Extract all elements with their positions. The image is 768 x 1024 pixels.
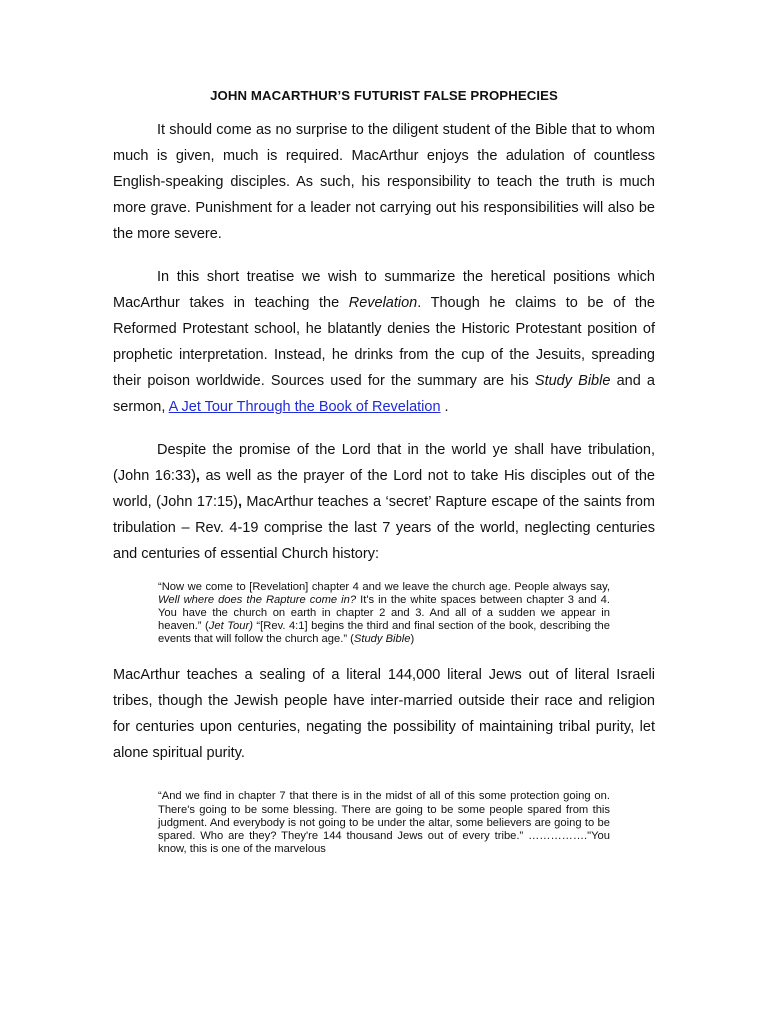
paragraph-3 <box>113 437 655 567</box>
quote-1-text-d: ) <box>410 633 415 646</box>
bold-comma: , <box>237 494 242 510</box>
block-quote-1 <box>113 581 655 646</box>
quote-1-italic-study-bible: Study Bible <box>353 633 411 646</box>
page-title: JOHN MACARTHUR’S FUTURIST FALSE PROPHECIES <box>210 88 558 103</box>
paragraph-4-text: MacArthur teaches a sealing of a literal 144,000 literal Jews out of literal Israeli tribes, though the Jewish people have inter-married outside their race and religion for centuries upon centuries, negating the possibility of maintaining tribal purity, let alone spiritual purity. <box>113 667 655 762</box>
quote-1-text-b: It's in the white spaces between chapter 3 and 4. You have the church on earth in chapter 2 and 3. And all of a sudden we appear in heaven.” ( <box>158 594 611 633</box>
paragraph-1-text: It should come as no surprise to the diligent student of the Bible that to whom much is given, much is required. MacArthur enjoys the adulation of countless English-speaking disciples. As such, his responsibility to teach the truth is much more grave. Punishment for a leader not carrying out his responsibilities will also be the more severe. <box>113 122 655 242</box>
paragraph-3-text-c: MacArthur teaches a ‘secret’ Rapture escape of the saints from tribulation – Rev. 4-19 comprise the last 7 years of the world, neglecting centuries and centuries of essential Church history: <box>113 494 655 562</box>
paragraph-2-text-c: and a sermon, <box>113 373 655 415</box>
paragraph-1 <box>113 117 655 247</box>
quote-1-italic-question: Well where does the Rapture come in? <box>158 594 357 607</box>
revelation-title: Revelation <box>348 295 418 311</box>
paragraph-2-text-b: . Though he claims to be of the Reformed Protestant school, he blatantly denies the Historic Protestant position of prophetic interpretation. Instead, he drinks from the cup of the Jesuits, spreading their poison worldwide. Sources used for the summary are his <box>113 295 655 389</box>
quote-2-text: “And we find in chapter 7 that there is in the midst of all of this some protection going on. There's going to be some blessing. There are going to be some people spared from this judgment. And everybody is not going to be under the altar, some believers are going to be spared. Who are they? They're 144 thousand Jews out of every tribe.” ……………."You know, this is one of the marvelous <box>158 790 610 855</box>
study-bible-title: Study Bible <box>534 373 611 389</box>
paragraph-3-text-b: as well as the prayer of the Lord not to take His disciples out of the world, (John 17:15) <box>113 468 655 510</box>
paragraph-2 <box>113 264 655 420</box>
jet-tour-link[interactable]: A Jet Tour Through the Book of Revelation <box>168 399 441 415</box>
quote-1-italic-source: Jet Tour) <box>208 620 253 633</box>
quote-1-text-c: “[Rev. 4:1] begins the third and final section of the book, describing the events that will follow the church age.” ( <box>158 620 610 646</box>
paragraph-2-text-a: In this short treatise we wish to summarize the heretical positions which MacArthur takes in teaching the <box>113 269 655 311</box>
bold-comma: , <box>195 468 200 484</box>
block-quote-2 <box>113 790 655 855</box>
paragraph-4 <box>113 662 655 766</box>
paragraph-2-text-d: . <box>440 399 449 415</box>
paragraph-3-text-a: Despite the promise of the Lord that in the world ye shall have tribulation, (John 16:33) <box>113 442 655 484</box>
quote-1-text-a: “Now we come to [Revelation] chapter 4 and we leave the church age. People always say, <box>158 581 610 593</box>
